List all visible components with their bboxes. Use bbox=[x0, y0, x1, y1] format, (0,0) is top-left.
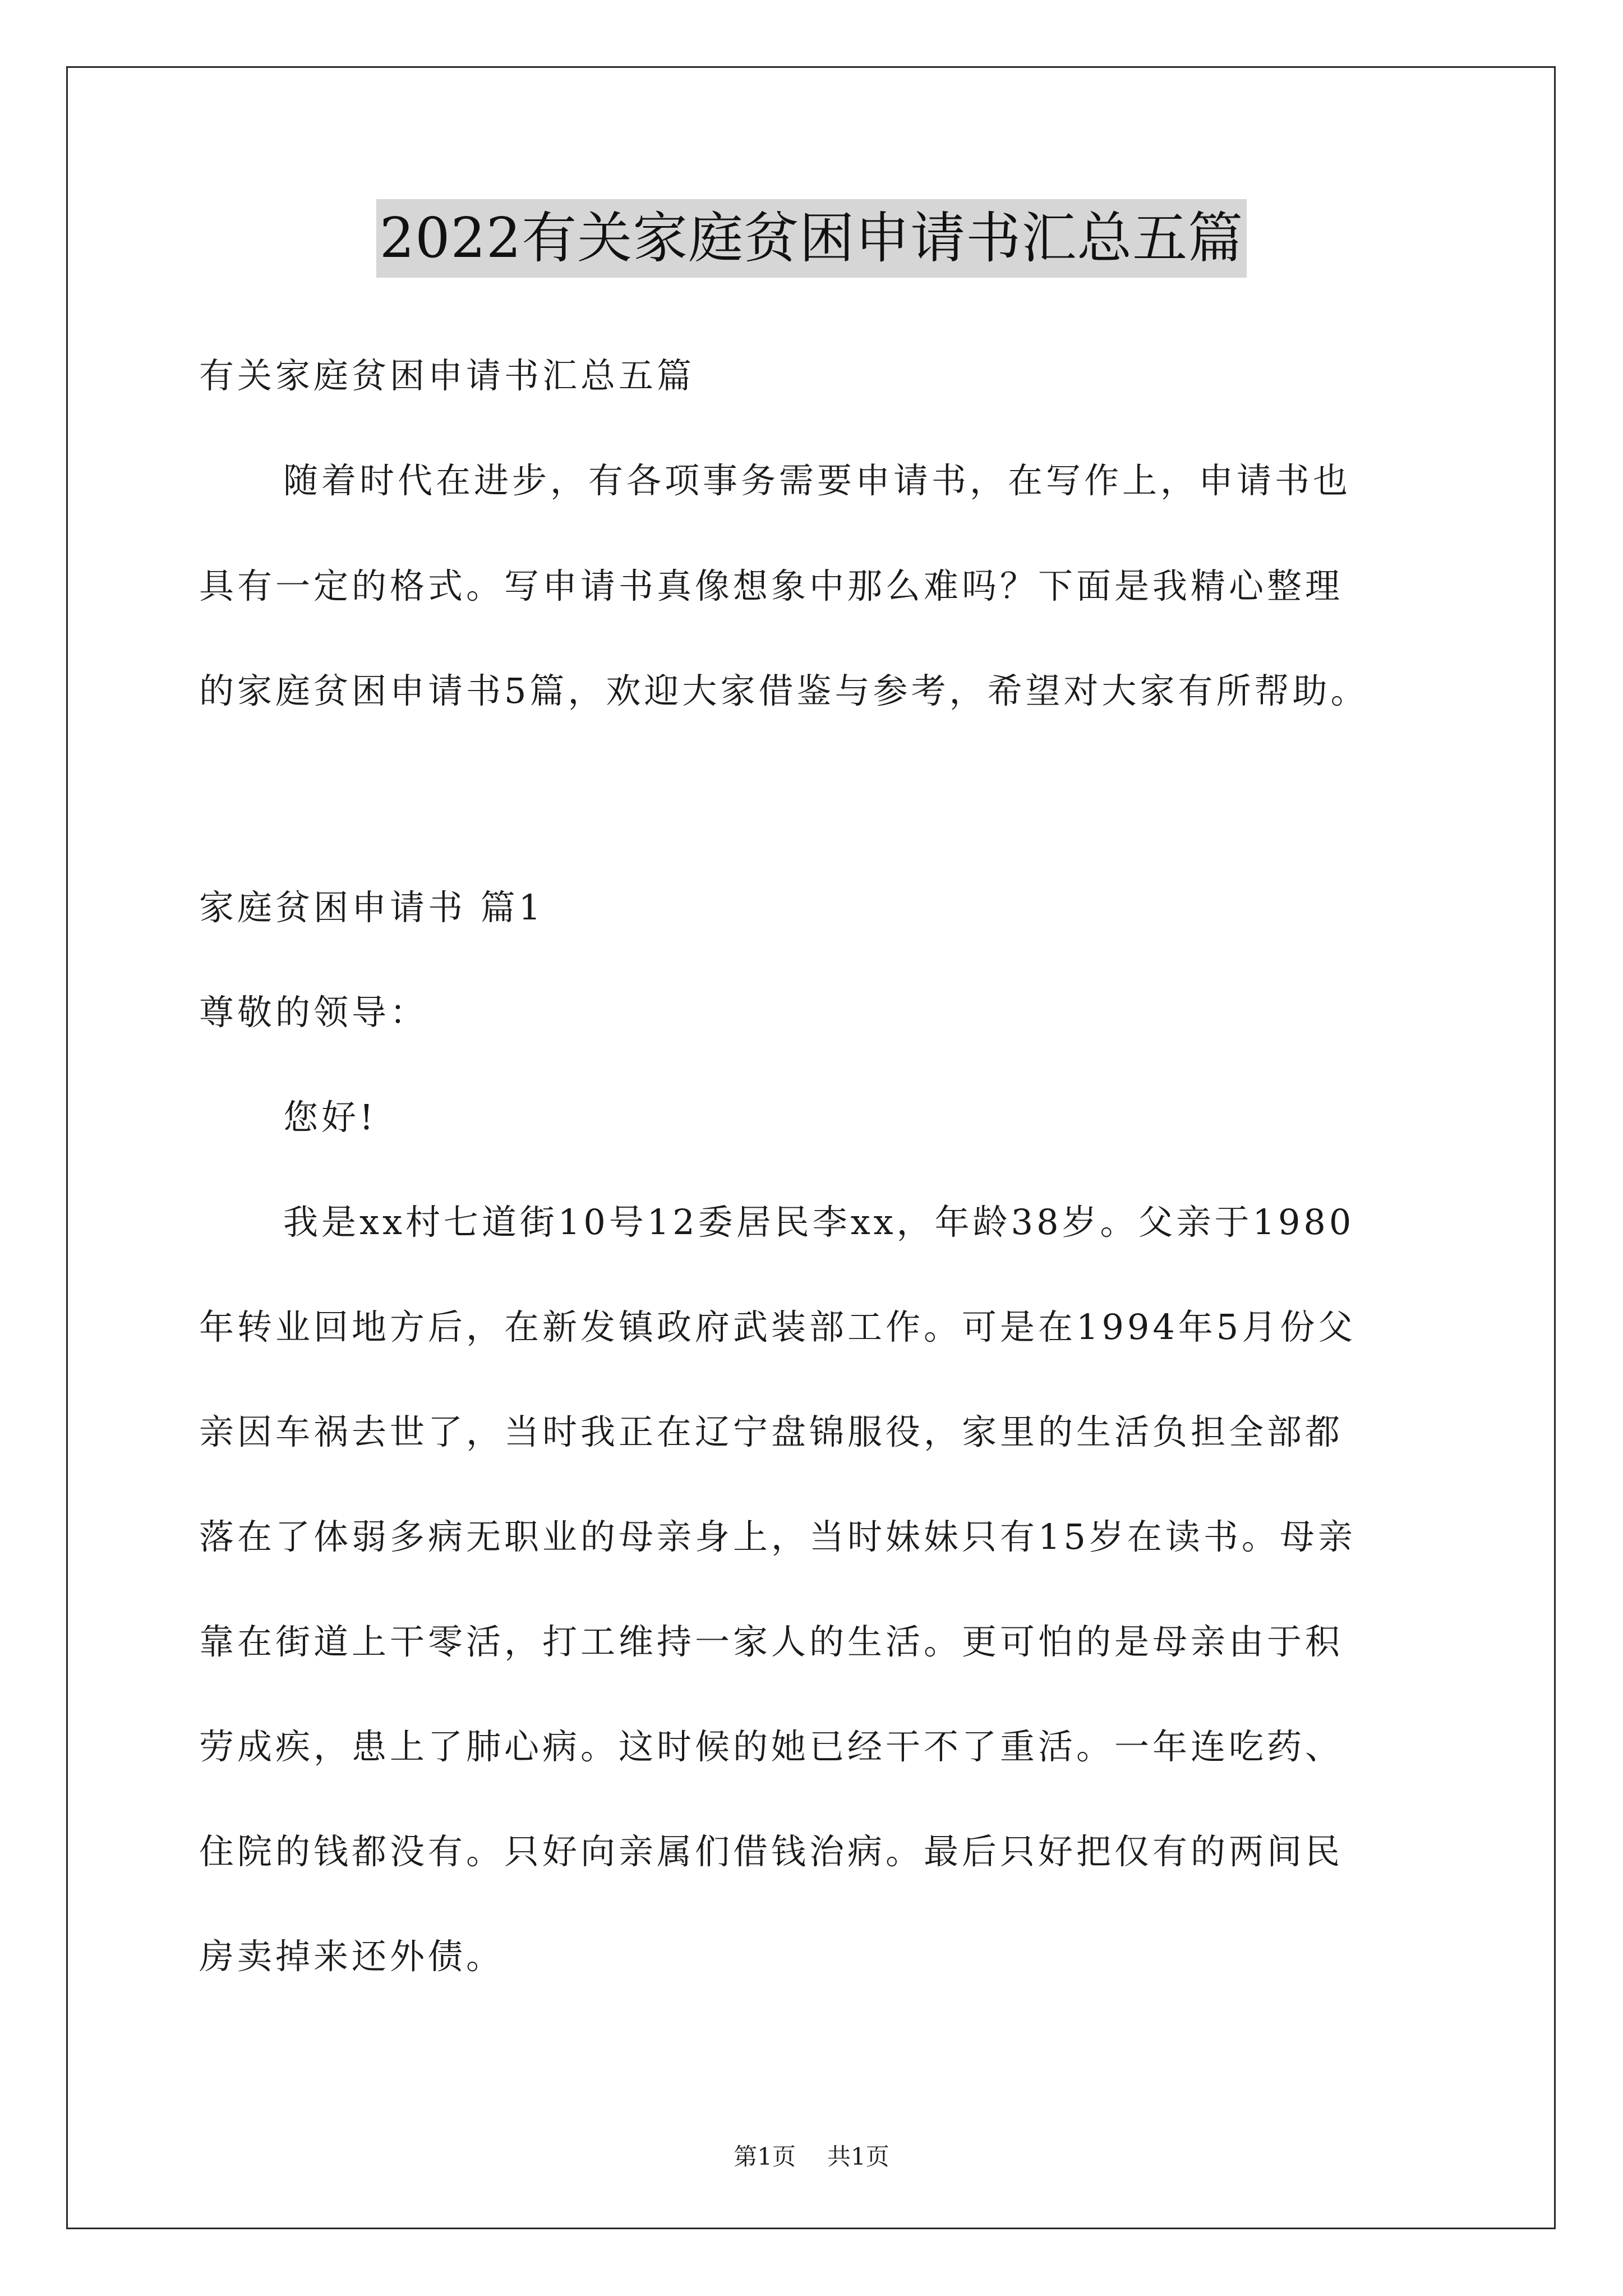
section-heading: 家庭贫困申请书 篇1 bbox=[199, 887, 545, 928]
greeting: 您好! bbox=[283, 1097, 377, 1138]
body-line: 落在了体弱多病无职业的母亲身上，当时妹妹只有15岁在读书。母亲 bbox=[199, 1516, 1356, 1557]
body-line: 靠在街道上干零活，打工维持一家人的生活。更可怕的是母亲由于积 bbox=[199, 1621, 1344, 1662]
title-container bbox=[0, 199, 1623, 278]
page-total: 共1页 bbox=[827, 2143, 889, 2170]
intro-line: 的家庭贫困申请书5篇，欢迎大家借鉴与参考，希望对大家有所帮助。 bbox=[199, 670, 1369, 711]
body-line: 我是xx村七道街10号12委居民李xx，年龄38岁。父亲于1980 bbox=[283, 1202, 1355, 1243]
body-line: 年转业回地方后，在新发镇政府武装部工作。可是在1994年5月份父 bbox=[199, 1306, 1357, 1347]
intro-line: 随着时代在进步，有各项事务需要申请书，在写作上，申请书也 bbox=[283, 460, 1352, 501]
body-line: 亲因车祸去世了，当时我正在辽宁盘锦服役，家里的生活负担全部都 bbox=[199, 1411, 1344, 1452]
document-title: 2022有关家庭贫困申请书汇总五篇 bbox=[376, 199, 1247, 278]
salutation: 尊敬的领导： bbox=[199, 992, 428, 1033]
intro-line: 具有一定的格式。写申请书真像想象中那么难吗？下面是我精心整理 bbox=[199, 565, 1344, 606]
page-number: 第1页 bbox=[734, 2143, 796, 2170]
subtitle: 有关家庭贫困申请书汇总五篇 bbox=[199, 355, 695, 396]
body-line: 劳成疾，患上了肺心病。这时候的她已经干不了重活。一年连吃药、 bbox=[199, 1726, 1344, 1767]
body-line: 房卖掉来还外债。 bbox=[199, 1936, 505, 1977]
body-line: 住院的钱都没有。只好向亲属们借钱治病。最后只好把仅有的两间民 bbox=[199, 1831, 1344, 1872]
page-footer bbox=[0, 2140, 1623, 2174]
